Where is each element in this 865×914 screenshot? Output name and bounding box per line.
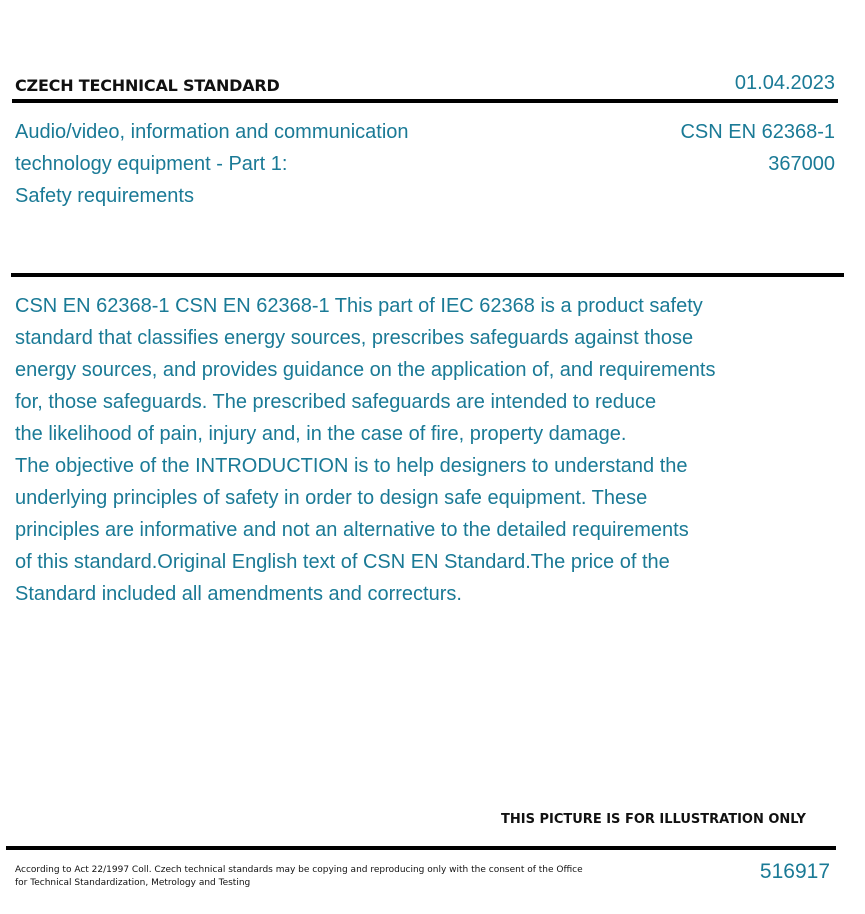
abstract-line: principles are informative and not an alternative to the detailed requirements [15,519,689,541]
title-divider [11,273,844,277]
abstract-line: underlying principles of safety in order to design safe equipment. These [15,487,648,509]
legal-line: According to Act 22/1997 Coll. Czech technical standards may be copying and reproducing only with the consent of the Office [15,865,583,875]
standard-title [15,116,409,212]
abstract-line: standard that classifies energy sources, prescribes safeguards against those [15,327,694,349]
abstract-line: energy sources, and provides guidance on the application of, and requirements [15,359,716,381]
abstract-line: the likelihood of pain, injury and, in the case of fire, property damage. [15,423,627,445]
abstract-line: CSN EN 62368-1 CSN EN 62368-1 This part of IEC 62368 is a product safety [15,295,703,317]
standard-designation: CSN EN 62368-1 [680,121,835,143]
title-line: Safety requirements [15,185,194,207]
abstract-text [15,290,805,610]
abstract-line: The objective of the INTRODUCTION is to help designers to understand the [15,455,688,477]
publication-date: 01.04.2023 [734,72,835,94]
classification-code: 367000 [768,153,835,175]
abstract-line: Standard included all amendments and correcturs. [15,583,462,605]
illustration-disclaimer: THIS PICTURE IS FOR ILLUSTRATION ONLY [501,812,806,827]
legal-line: for Technical Standardization, Metrology and Testing [15,878,251,888]
abstract-line: for, those safeguards. The prescribed safeguards are intended to reduce [15,391,657,413]
document-type-heading: CZECH TECHNICAL STANDARD [15,76,280,95]
legal-notice [15,864,615,890]
header-divider [12,99,838,103]
standard-identifier [680,116,835,180]
title-line: Audio/video, information and communication [15,121,409,143]
title-line: technology equipment - Part 1: [15,153,288,175]
footer-divider [6,846,836,850]
document-number: 516917 [759,860,830,883]
abstract-line: of this standard.Original English text of CSN EN Standard.The price of the [15,551,670,573]
